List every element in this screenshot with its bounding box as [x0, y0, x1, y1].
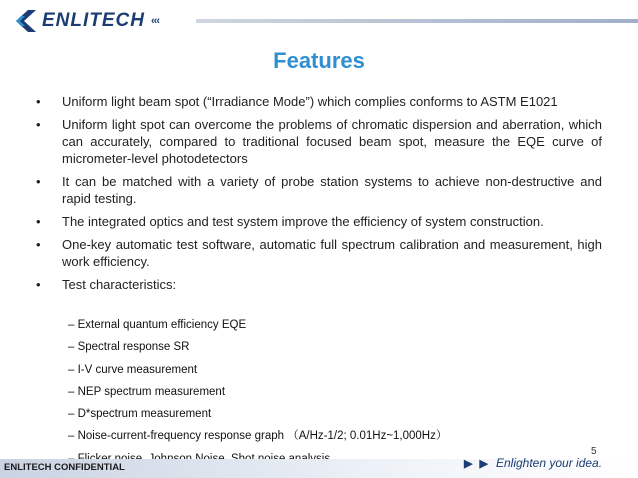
page-number: 5	[591, 446, 597, 457]
test-characteristics-list	[68, 318, 447, 474]
feature-text: Test characteristics:	[62, 277, 177, 292]
bullet-marker: •	[36, 94, 41, 109]
feature-item	[36, 116, 602, 167]
bullet-marker: •	[36, 174, 41, 189]
sub-item: – Spectral response SR	[68, 341, 190, 354]
play-arrows-icon: ▶ ▶	[464, 457, 490, 470]
bullet-marker: •	[36, 277, 41, 292]
confidential-label: ENLITECH CONFIDENTIAL	[4, 462, 125, 473]
slide-header	[0, 0, 638, 44]
sub-item: – Noise-current-frequency response graph （A/Hz-1/2; 0.01Hz~1,000Hz）	[68, 430, 448, 443]
sub-item: – D*spectrum measurement	[68, 408, 212, 421]
feature-text: The integrated optics and test system improve the efficiency of system construction.	[62, 214, 544, 229]
feature-item	[36, 276, 602, 293]
header-divider	[196, 19, 638, 23]
sub-item: – I-V curve measurement	[68, 363, 198, 376]
feature-text: Uniform light spot can overcome the problems of chromatic dispersion and aberration, which can accurately, compared to traditional focused beam spot, measure the EQE curve of micrometer-level photodetectors	[62, 117, 602, 166]
feature-item	[36, 173, 602, 207]
feature-list	[36, 93, 602, 299]
logo-text: ENLITECH	[42, 10, 145, 31]
feature-text: One-key automatic test software, automatic full spectrum calibration and measurement, high work efficiency.	[62, 237, 602, 269]
sub-item: – External quantum efficiency EQE	[68, 319, 247, 331]
bullet-marker: •	[36, 117, 41, 132]
feature-item	[36, 213, 602, 230]
bullet-marker: •	[36, 214, 41, 229]
feature-item	[36, 236, 602, 270]
tagline-text: Enlighten your idea.	[495, 456, 603, 470]
feature-text: Uniform light beam spot (“Irradiance Mode”) which complies conforms to ASTM E1021	[62, 94, 558, 109]
bullet-marker: •	[36, 237, 41, 252]
footer-tagline	[464, 456, 602, 470]
sub-item: – NEP spectrum measurement	[68, 385, 226, 398]
slide-title: Features	[273, 48, 365, 73]
feature-item	[36, 93, 602, 110]
enlitech-logo	[14, 10, 159, 32]
logo-chevrons-icon: ‹‹‹	[151, 15, 159, 27]
enlitech-k-mark-icon	[14, 10, 38, 32]
feature-text: It can be matched with a variety of probe station systems to achieve non-destructive and rapid testing.	[62, 174, 602, 206]
